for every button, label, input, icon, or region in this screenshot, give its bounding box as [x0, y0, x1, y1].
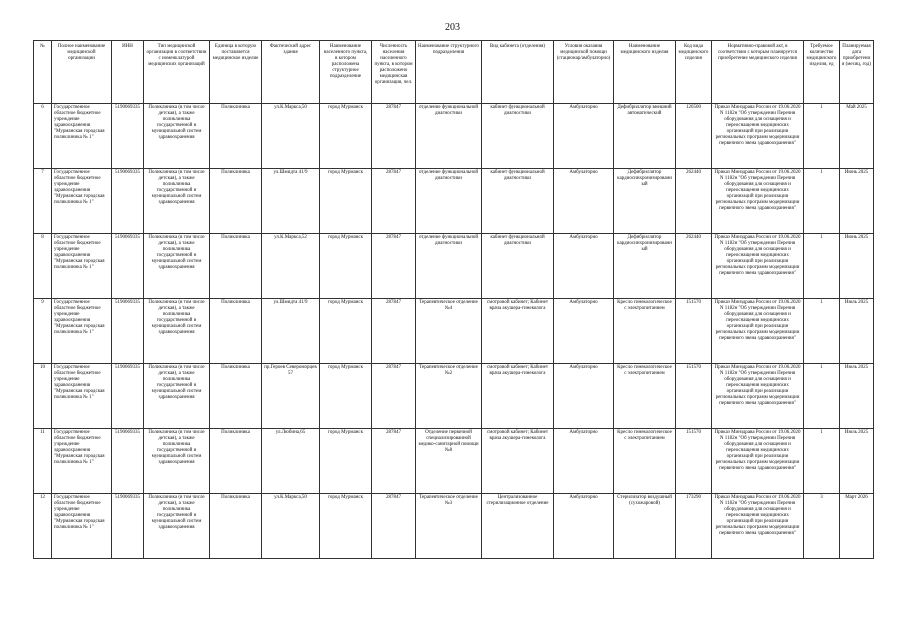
column-header: Численность населения населенного пункта, в котором расположено медицинская организация, чел.	[372, 41, 416, 104]
cell-population: 287847	[372, 104, 416, 169]
cell-org: Государственное областное бюджетное учреждение здравоохранения "Мурманская городская поликлиника № 1"	[52, 234, 112, 299]
cell-address: ул.Шмидта 41/9	[262, 169, 320, 234]
column-header: Полное наименование медицинской организации	[52, 41, 112, 104]
cell-type: Поликлиника (в том числе детская), а также поликлиника государственной и муниципальной систем здравоохранения	[144, 104, 210, 169]
cell-type: Поликлиника (в том числе детская), а также поликлиника государственной и муниципальной систем здравоохранения	[144, 299, 210, 364]
table-row	[34, 299, 874, 364]
cell-act: Приказ Минздрава России от 19.06.2020 N 1182н "Об утверждении Перечня оборудования для оснащения и переоснащения медицинских организаций при реализации региональных программ модернизации первичного звена здравоохранения"	[712, 429, 804, 494]
cell-qty: 1	[804, 169, 840, 234]
cell-cabinet: кабинет функциональной диагностики	[482, 234, 554, 299]
cell-population: 287847	[372, 169, 416, 234]
column-header: Наименование медицинского изделия	[614, 41, 676, 104]
cell-act: Приказ Минздрава России от 19.06.2020 N 1182н "Об утверждении Перечня оборудования для оснащения и переоснащения медицинских организаций при реализации региональных программ модернизации первичного звена здравоохранения"	[712, 169, 804, 234]
cell-type: Поликлиника (в том числе детская), а также поликлиника государственной и муниципальной систем здравоохранения	[144, 364, 210, 429]
table-row	[34, 234, 874, 299]
cell-code: 151570	[676, 299, 712, 364]
table-row	[34, 429, 874, 494]
cell-n: 11	[34, 429, 52, 494]
cell-inn: 5190069335	[112, 494, 144, 559]
cell-unit: Поликлиника	[210, 364, 262, 429]
column-header: Вид кабинета (отделения)	[482, 41, 554, 104]
cell-population: 287847	[372, 429, 416, 494]
cell-conditions: Амбулаторно	[554, 364, 614, 429]
cell-cabinet: смотровой кабинет; Кабинет врача акушера-гинеколога	[482, 429, 554, 494]
cell-act: Приказ Минздрава России от 19.06.2020 N 1182н "Об утверждении Перечня оборудования для оснащения и переоснащения медицинских организаций при реализации региональных программ модернизации первичного звена здравоохранения"	[712, 299, 804, 364]
cell-date: Июль 2025	[840, 429, 874, 494]
cell-type: Поликлиника (в том числе детская), а также поликлиника государственной и муниципальной систем здравоохранения	[144, 169, 210, 234]
cell-division: Терапевтическое отделение №3	[416, 494, 482, 559]
column-header: Тип медицинской организации в соответствии с номенклатурой медицинских организаций	[144, 41, 210, 104]
cell-city: город Мурманск	[320, 299, 372, 364]
column-header: Фактический адрес здания	[262, 41, 320, 104]
cell-qty: 1	[804, 299, 840, 364]
cell-division: отделение функциональной диагностики	[416, 169, 482, 234]
cell-address: ул.Шмидта 41/9	[262, 299, 320, 364]
cell-code: 151570	[676, 364, 712, 429]
cell-n: 10	[34, 364, 52, 429]
cell-code: 126500	[676, 104, 712, 169]
cell-code: 262440	[676, 234, 712, 299]
cell-population: 287847	[372, 234, 416, 299]
cell-city: город Мурманск	[320, 494, 372, 559]
cell-unit: Поликлиника	[210, 299, 262, 364]
cell-conditions: Амбулаторно	[554, 234, 614, 299]
cell-act: Приказ Минздрава России от 19.06.2020 N 1182н "Об утверждении Перечня оборудования для оснащения и переоснащения медицинских организаций при реализации региональных программ модернизации первичного звена здравоохранения"	[712, 234, 804, 299]
column-header: Наименование населенного пункта, в котором расположена структурное подразделение	[320, 41, 372, 104]
cell-cabinet: кабинет функциональной диагностики	[482, 104, 554, 169]
column-header: ИНН	[112, 41, 144, 104]
cell-act: Приказ Минздрава России от 19.06.2020 N 1182н "Об утверждении Перечня оборудования для оснащения и переоснащения медицинских организаций при реализации региональных программ модернизации первичного звена здравоохранения"	[712, 104, 804, 169]
cell-device: Дефибриллятор кардиосинхронизированный	[614, 169, 676, 234]
column-header: Единица в которую поставляется медицинское изделие	[210, 41, 262, 104]
cell-division: Терапевтическое отделение №4	[416, 299, 482, 364]
cell-code: 173290	[676, 494, 712, 559]
cell-cabinet: Централизованное стерилизационное отделение	[482, 494, 554, 559]
page-number: 203	[445, 22, 460, 33]
cell-org: Государственное областное бюджетное учреждение здравоохранения "Мурманская городская поликлиника № 1"	[52, 104, 112, 169]
cell-type: Поликлиника (в том числе детская), а также поликлиника государственной и муниципальной систем здравоохранения	[144, 429, 210, 494]
cell-division: отделение функциональной диагностики	[416, 104, 482, 169]
cell-address: пр.Героев Североморцев 57	[262, 364, 320, 429]
cell-address: ул.К.Маркса,50	[262, 494, 320, 559]
cell-act: Приказ Минздрава России от 19.06.2020 N 1182н "Об утверждении Перечня оборудования для оснащения и переоснащения медицинских организаций при реализации региональных программ модернизации первичного звена здравоохранения"	[712, 364, 804, 429]
cell-device: Кресло гинекологическое с электропитанием	[614, 299, 676, 364]
cell-qty: 1	[804, 104, 840, 169]
cell-conditions: Амбулаторно	[554, 429, 614, 494]
cell-date: Июль 2025	[840, 364, 874, 429]
cell-device: Стерилизатор воздушный (сухожаровой)	[614, 494, 676, 559]
table-row	[34, 104, 874, 169]
cell-org: Государственное областное бюджетное учреждение здравоохранения "Мурманская городская поликлиника № 1"	[52, 364, 112, 429]
cell-city: город Мурманск	[320, 234, 372, 299]
cell-conditions: Амбулаторно	[554, 104, 614, 169]
cell-device: Дефибриллятор внешний автоматический	[614, 104, 676, 169]
cell-n: 7	[34, 169, 52, 234]
column-header: №	[34, 41, 52, 104]
cell-address: ул.К.Маркса,50	[262, 104, 320, 169]
cell-type: Поликлиника (в том числе детская), а также поликлиника государственной и муниципальной систем здравоохранения	[144, 494, 210, 559]
cell-division: Отделение первичной специализированной медико-санитарной помощи №8	[416, 429, 482, 494]
table-row	[34, 494, 874, 559]
cell-unit: Поликлиника	[210, 494, 262, 559]
table-row	[34, 364, 874, 429]
cell-conditions: Амбулаторно	[554, 169, 614, 234]
header-row	[34, 41, 874, 104]
cell-cabinet: смотровой кабинет; Кабинет врача акушера-гинеколога	[482, 364, 554, 429]
cell-unit: Поликлиника	[210, 169, 262, 234]
cell-qty: 1	[804, 364, 840, 429]
cell-type: Поликлиника (в том числе детская), а также поликлиника государственной и муниципальной систем здравоохранения	[144, 234, 210, 299]
cell-city: город Мурманск	[320, 364, 372, 429]
cell-date: Июнь 2025	[840, 169, 874, 234]
cell-n: 9	[34, 299, 52, 364]
column-header: Наименование структурного подразделения	[416, 41, 482, 104]
column-header: Требуемое количество медицинского изделия, ед	[804, 41, 840, 104]
cell-n: 8	[34, 234, 52, 299]
cell-conditions: Амбулаторно	[554, 494, 614, 559]
cell-device: Дефибриллятор кардиосинхронизированный	[614, 234, 676, 299]
column-header: Планируемая дата приобретения (месяц, год)	[840, 41, 874, 104]
cell-inn: 5190069335	[112, 104, 144, 169]
cell-n: 6	[34, 104, 52, 169]
cell-code: 151570	[676, 429, 712, 494]
cell-org: Государственное областное бюджетное учреждение здравоохранения "Мурманская городская поликлиника № 1"	[52, 494, 112, 559]
cell-device: Кресло гинекологическое с электропитанием	[614, 364, 676, 429]
cell-date: Июль 2025	[840, 299, 874, 364]
cell-inn: 5190069335	[112, 429, 144, 494]
column-header: Нормативно-правовой акт, в соответствии с которым планируется приобретение медицинского изделия	[712, 41, 804, 104]
cell-qty: 3	[804, 494, 840, 559]
cell-division: Терапевтическое отделение №2	[416, 364, 482, 429]
cell-unit: Поликлиника	[210, 429, 262, 494]
cell-address: ул.К.Маркса,52	[262, 234, 320, 299]
column-header: Код вида медицинского изделия	[676, 41, 712, 104]
cell-org: Государственное областное бюджетное учреждение здравоохранения "Мурманская городская поликлиника № 1"	[52, 299, 112, 364]
cell-inn: 5190069335	[112, 234, 144, 299]
cell-qty: 1	[804, 234, 840, 299]
cell-org: Государственное областное бюджетное учреждение здравоохранения "Мурманская городская поликлиника № 1"	[52, 429, 112, 494]
cell-date: Май 2025	[840, 104, 874, 169]
cell-org: Государственное областное бюджетное учреждение здравоохранения "Мурманская городская поликлиника № 1"	[52, 169, 112, 234]
cell-date: Июнь 2025	[840, 234, 874, 299]
cell-population: 287847	[372, 299, 416, 364]
cell-cabinet: смотровой кабинет; Кабинет врача акушера-гинеколога	[482, 299, 554, 364]
cell-population: 287847	[372, 364, 416, 429]
table-body	[34, 104, 874, 559]
cell-inn: 5190069335	[112, 169, 144, 234]
cell-inn: 5190069335	[112, 364, 144, 429]
cell-code: 262440	[676, 169, 712, 234]
cell-city: город Мурманск	[320, 169, 372, 234]
cell-city: город Мурманск	[320, 104, 372, 169]
equipment-registry-table	[33, 40, 874, 559]
cell-cabinet: кабинет функциональной диагностики	[482, 169, 554, 234]
table-row	[34, 169, 874, 234]
column-header: Условия оказания медицинской помощи (стационар/амбулаторно)	[554, 41, 614, 104]
cell-n: 12	[34, 494, 52, 559]
cell-division: отделение функциональной диагностики	[416, 234, 482, 299]
cell-act: Приказ Минздрава России от 19.06.2020 N 1182н "Об утверждении Перечня оборудования для оснащения и переоснащения медицинских организаций при реализации региональных программ модернизации первичного звена здравоохранения"	[712, 494, 804, 559]
cell-city: город Мурманск	[320, 429, 372, 494]
cell-address: ул.Любина,65	[262, 429, 320, 494]
cell-unit: Поликлиника	[210, 104, 262, 169]
cell-population: 287847	[372, 494, 416, 559]
table-header	[34, 41, 874, 104]
cell-device: Кресло гинекологическое с электропитанием	[614, 429, 676, 494]
cell-qty: 1	[804, 429, 840, 494]
cell-date: Март 2026	[840, 494, 874, 559]
cell-inn: 5190069335	[112, 299, 144, 364]
cell-conditions: Амбулаторно	[554, 299, 614, 364]
cell-unit: Поликлиника	[210, 234, 262, 299]
